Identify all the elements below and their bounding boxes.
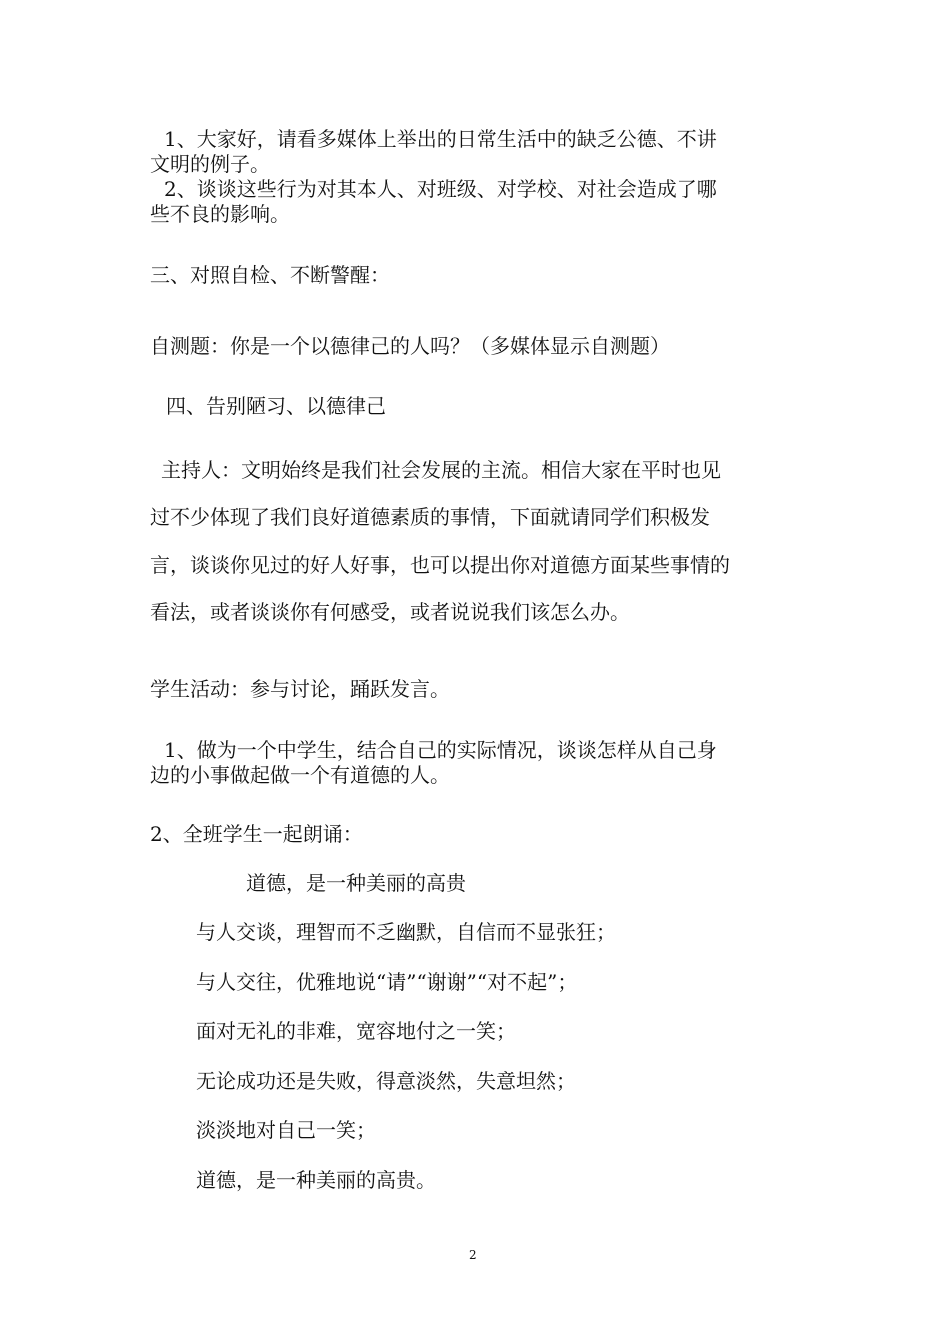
text-line: 1、做为一个中学生，结合自己的实际情况，谈谈怎样从自己身: [164, 738, 717, 762]
text-line: 2、全班学生一起朗诵：: [150, 822, 363, 846]
text-line: 言，谈谈你见过的好人好事，也可以提出你对道德方面某些事情的: [150, 553, 730, 577]
text-line: 文明的例子。: [150, 152, 270, 176]
text-line: 边的小事做起做一个有道德的人。: [150, 763, 450, 787]
poem-line: 淡淡地对自己一笑；: [196, 1118, 376, 1142]
poem-line: 道德，是一种美丽的高贵。: [196, 1168, 436, 1192]
text-line: 看法，或者谈谈你有何感受，或者说说我们该怎么办。: [150, 600, 630, 624]
poem-line: 与人交谈，理智而不乏幽默，自信而不显张狂；: [196, 920, 616, 944]
text-line: 1、大家好，请看多媒体上举出的日常生活中的缺乏公德、不讲: [164, 127, 717, 151]
poem-line: 无论成功还是失败，得意淡然，失意坦然；: [196, 1069, 576, 1093]
text-line: 主持人：文明始终是我们社会发展的主流。相信大家在平时也见: [161, 458, 721, 482]
text-line: 过不少体现了我们良好道德素质的事情，下面就请同学们积极发: [150, 505, 710, 529]
text-line: 自测题：你是一个以德律己的人吗？（多媒体显示自测题）: [150, 334, 670, 358]
poem-line: 与人交往，优雅地说“请”“谢谢”“对不起”；: [196, 970, 578, 994]
page-number: 2: [469, 1248, 477, 1262]
text-line: 些不良的影响。: [150, 202, 290, 226]
poem-title: 道德，是一种美丽的高贵: [246, 871, 466, 895]
text-line: 学生活动：参与讨论，踊跃发言。: [150, 677, 450, 701]
section-heading: 三、对照自检、不断警醒：: [150, 263, 390, 287]
poem-line: 面对无礼的非难，宽容地付之一笑；: [196, 1019, 516, 1043]
section-heading: 四、告别陋习、以德律己: [166, 394, 386, 418]
text-line: 2、谈谈这些行为对其本人、对班级、对学校、对社会造成了哪: [164, 177, 717, 201]
